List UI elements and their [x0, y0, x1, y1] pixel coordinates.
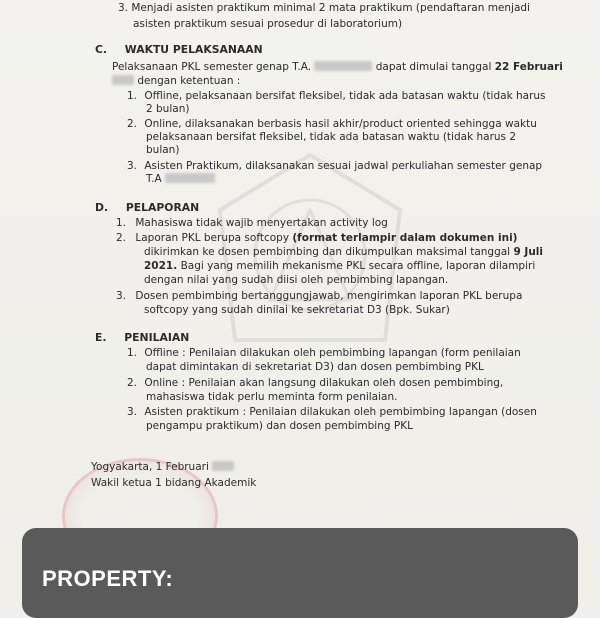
list-item	[127, 406, 537, 419]
redacted-year	[112, 75, 134, 85]
section-c-heading	[95, 43, 263, 56]
list-item	[127, 160, 542, 173]
list-number: 3.	[116, 290, 127, 302]
section-letter: E.	[95, 331, 107, 344]
list-number: 1.	[127, 90, 138, 102]
top-item-line1	[118, 2, 530, 15]
signature-place-date	[91, 461, 234, 474]
list-item	[127, 347, 521, 360]
section-c-intro-line1	[112, 61, 563, 74]
intro-text: dengan ketentuan :	[137, 75, 241, 87]
list-text: T.A	[146, 173, 162, 185]
list-text: Offline, pelaksanaan bersifat fleksibel, tidak ada batasan waktu (tidak harus	[144, 90, 546, 102]
list-text: Asisten Praktikum, dilaksanakan sesuai jadwal perkuliahan semester genap	[144, 160, 543, 172]
section-c-intro-line2	[112, 75, 240, 88]
list-number: 2.	[116, 232, 127, 244]
list-item-continuation	[144, 246, 543, 259]
list-text-bold: 9 Juli	[513, 246, 543, 258]
list-item	[116, 217, 388, 230]
signature-role: Wakil ketua 1 bidang Akademik	[91, 477, 257, 489]
list-text: dikirimkan ke dosen pembimbing dan dikumpulkan maksimal tanggal	[144, 246, 511, 258]
signature-text: Yogyakarta, 1 Februari	[91, 461, 209, 473]
redacted-year	[165, 173, 215, 183]
list-item-continuation: bulan)	[146, 144, 180, 156]
list-text: Online, dilaksanakan berbasis hasil akhir/product oriented sehingga waktu	[144, 118, 537, 130]
list-item	[116, 290, 522, 303]
list-text: Dosen pembimbing bertanggungjawab, mengirimkan laporan PKL berupa	[135, 290, 523, 302]
list-text-bold: (format terlampir dalam dokumen ini)	[292, 232, 518, 244]
list-text: Asisten praktikum : Penilaian dilakukan oleh pembimbing lapangan (dosen	[144, 406, 537, 418]
list-item-continuation: dengan nilai yang sudah diisi oleh pembimbing lapangan.	[144, 274, 449, 286]
section-title: PELAPORAN	[125, 201, 200, 214]
section-title: PENILAIAN	[124, 331, 190, 344]
list-item-continuation: pengampu praktikum) dan dosen pembimbing PKL	[146, 420, 413, 432]
list-item	[116, 232, 517, 245]
list-item-continuation: mahasiswa tidak perlu meminta form penilaian.	[146, 391, 398, 403]
list-text: Offline : Penilaian dilakukan oleh pembimbing lapangan (form penilaian	[144, 347, 521, 359]
intro-text: Pelaksanaan PKL semester genap T.A.	[112, 61, 312, 73]
section-title: WAKTU PELAKSANAAN	[124, 43, 263, 56]
list-text-bold: 2021.	[144, 260, 178, 272]
list-item-continuation: 2 bulan)	[146, 103, 190, 115]
list-item-continuation: pelaksanaan bersifat fleksibel, tidak ada batasan waktu (tidak harus 2	[146, 131, 517, 143]
intro-text: dapat dimulai tanggal	[375, 61, 492, 73]
redacted-year	[314, 61, 372, 71]
list-item-continuation	[146, 173, 215, 186]
list-text: Online : Penilaian akan langsung dilakukan oleh dosen pembimbing,	[144, 377, 504, 389]
list-number: 1.	[116, 217, 127, 229]
list-number: 3.	[127, 406, 138, 418]
property-overlay-panel	[22, 528, 578, 618]
list-number: 1.	[127, 347, 138, 359]
section-letter: D.	[95, 201, 109, 214]
list-number: 3.	[118, 2, 129, 14]
section-e-heading	[95, 331, 189, 344]
list-item	[127, 118, 537, 131]
list-text: Laporan PKL berupa softcopy	[135, 232, 290, 244]
list-number: 3.	[127, 160, 138, 172]
list-number: 2.	[127, 118, 138, 130]
list-item-continuation: dapat dimintakan di sekretariat D3) dan dosen pembimbing PKL	[146, 361, 484, 373]
list-item	[127, 90, 546, 103]
list-text: Menjadi asisten praktikum minimal 2 mata praktikum (pendaftaran menjadi	[131, 2, 530, 14]
redacted-year	[212, 461, 234, 471]
list-text: Mahasiswa tidak wajib menyertakan activity log	[135, 217, 388, 229]
list-item	[127, 377, 503, 390]
top-item-line2: asisten praktikum sesuai prosedur di laboratorium)	[133, 18, 403, 30]
list-item-continuation: softcopy yang sudah dinilai ke sekretariat D3 (Bpk. Sukar)	[144, 304, 450, 316]
section-letter: C.	[95, 43, 108, 56]
list-item-continuation	[144, 260, 535, 273]
list-number: 2.	[127, 377, 138, 389]
list-text: Bagi yang memilih mekanisme PKL secara offline, laporan dilampiri	[180, 260, 536, 272]
intro-date: 22 Februari	[494, 61, 563, 73]
overlay-label: PROPERTY:	[42, 566, 174, 591]
section-d-heading	[95, 201, 199, 214]
